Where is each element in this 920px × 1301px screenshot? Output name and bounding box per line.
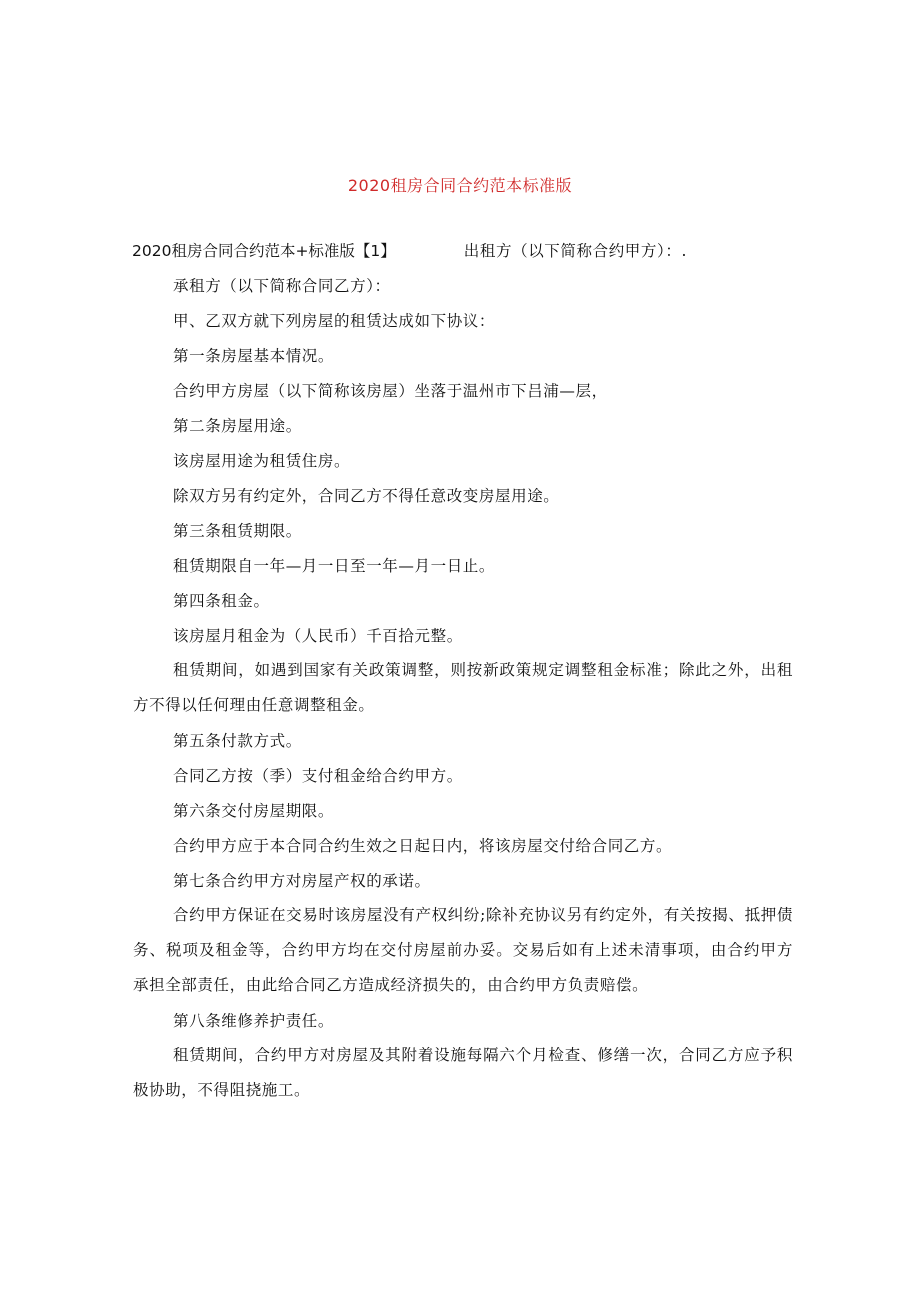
clause-7-text: 合约甲方保证在交易时该房屋没有产权纠纷;除补充协议另有约定外，有关按揭、抵押债务、税项及租金等，合约甲方均在交付房屋前办妥。交易后如有上述未清事项，由合约甲方承担全部责任，由此给合同乙方造成经济损失的，由合约甲方负责赔偿。: [133, 906, 793, 994]
clause-4-heading: 第四条租金。: [173, 592, 270, 610]
clause-1-text: 合约甲方房屋（以下简称该房屋）坐落于温州市下吕浦—层，: [173, 382, 608, 400]
lessee-line: 承租方（以下简称合同乙方）：: [173, 277, 391, 295]
clause-2-text-b: 除双方另有约定外，合同乙方不得任意改变房屋用途。: [173, 487, 560, 505]
clause-4-text-b: 租赁期间，如遇到国家有关政策调整，则按新政策规定调整租金标准；除此之外，出租方不得以任何理由任意调整租金。: [133, 661, 793, 714]
document-title: 2020租房合同合约范本标准版: [347, 176, 573, 195]
clause-5-heading: 第五条付款方式。: [173, 732, 302, 750]
agreement-intro: 甲、乙双方就下列房屋的租赁达成如下协议：: [173, 312, 496, 330]
clause-3-heading: 第三条租赁期限。: [173, 522, 302, 540]
document-subtitle: 2020租房合同合约范本+标准版【1】: [132, 242, 396, 260]
clause-6-heading: 第六条交付房屋期限。: [173, 802, 335, 820]
clause-5-text: 合同乙方按（季）支付租金给合约甲方。: [173, 767, 463, 785]
clause-2-heading: 第二条房屋用途。: [173, 417, 302, 435]
clause-3-text: 租赁期限自一年—月一日至一年—月一日止。: [173, 557, 496, 575]
clause-1-heading: 第一条房屋基本情况。: [173, 347, 335, 365]
subtitle-row: [132, 241, 687, 261]
clause-7-heading: 第七条合约甲方对房屋产权的承诺。: [173, 872, 431, 890]
clause-8-text: 租赁期间，合约甲方对房屋及其附着设施每隔六个月检查、修缮一次，合同乙方应予积极协助，不得阻挠施工。: [133, 1046, 793, 1099]
clause-8-heading: 第八条维修养护责任。: [173, 1012, 335, 1030]
clause-4-text-a: 该房屋月租金为（人民币）千百拾元整。: [173, 627, 463, 645]
clause-6-text: 合约甲方应于本合同合约生效之日起日内，将该房屋交付给合同乙方。: [173, 837, 673, 855]
clause-2-text-a: 该房屋用途为租赁住房。: [173, 452, 351, 470]
lessor-line: 出租方（以下简称合约甲方）：.: [463, 242, 687, 260]
